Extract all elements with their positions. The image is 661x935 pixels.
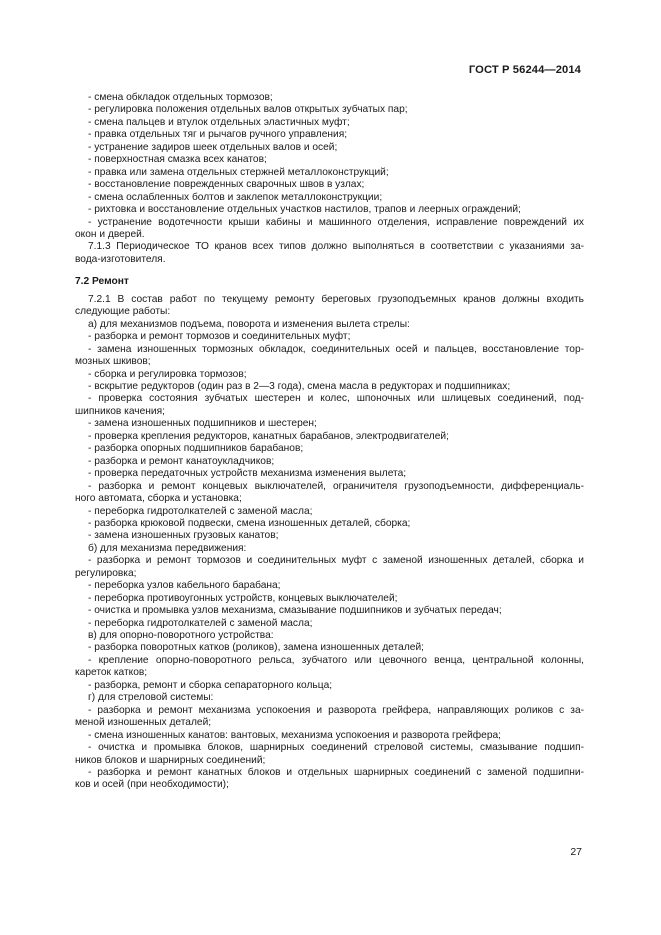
text-line: мозных шкивов; xyxy=(75,356,151,368)
text-line: - разборка, ремонт и сборка сепараторного кольца; xyxy=(88,679,333,691)
document-standard-id: ГОСТ Р 56244—2014 xyxy=(468,64,581,76)
text-line: - разборка и ремонт концевых выключателей, ограничителя грузоподъемности, дифференциаль- xyxy=(88,480,584,492)
repair-list xyxy=(75,294,584,792)
text-line: кареток катков; xyxy=(75,667,148,679)
text-line: - крепление опорно-поворотного рельса, зубчатого или цевочного венца, центральной колонны, xyxy=(88,654,584,666)
text-line: - разборка и ремонт тормозов и соединительных муфт с заменой изношенных деталей, сборка и xyxy=(88,555,584,567)
text-line: ного автомата, сборка и установка; xyxy=(75,493,242,505)
text-line: - разборка поворотных катков (роликов), замена изношенных деталей; xyxy=(88,642,424,654)
maintenance-list xyxy=(75,92,584,266)
document-body xyxy=(75,92,584,792)
text-line: - смена ослабленных болтов и заклепок металлоконструкции; xyxy=(88,191,383,203)
text-line: - проверка состояния зубчатых шестерен и колес, шпоночных или шлицевых соединений, под- xyxy=(88,393,584,405)
text-line: - переборка гидротолкателей с заменой масла; xyxy=(88,617,313,629)
text-line: а) для механизмов подъема, поворота и изменения вылета стрелы: xyxy=(88,318,410,330)
text-line: - разборка и ремонт тормозов и соединительных муфт; xyxy=(88,331,351,343)
text-line: - разборка и ремонт канатных блоков и отдельных шарнирных соединений с заменой подшипни- xyxy=(88,767,584,779)
section-heading: 7.2 Ремонт xyxy=(75,276,129,288)
text-line: - замена изношенных подшипников и шестерен; xyxy=(88,418,317,430)
text-line: 7.2.1 В состав работ по текущему ремонту береговых грузоподъемных кранов должны входить xyxy=(88,293,584,305)
text-line: в) для опорно-поворотного устройства: xyxy=(88,630,274,642)
text-line: - замена изношенных тормозных обкладок, соединительных осей и пальцев, восстановление тор- xyxy=(88,343,584,355)
text-line: - разборка опорных подшипников барабанов; xyxy=(88,443,304,455)
text-line: - устранение водотечности крыши кабины и машинного отделения, исправление повреждений их xyxy=(88,216,584,228)
text-line: - очистка и промывка узлов механизма, смазывание подшипников и зубчатых передач; xyxy=(88,605,502,617)
text-line: - сборка и регулировка тормозов; xyxy=(88,368,247,380)
text-line: вода-изготовителя. xyxy=(75,253,166,265)
text-line: - регулировка положения отдельных валов открытых зубчатых пар; xyxy=(88,104,408,116)
text-line: 7.1.3 Периодическое ТО кранов всех типов должно выполняться в соответствии с указаниями за- xyxy=(88,241,584,253)
text-line: - смена пальцев и втулок отдельных эластичных муфт; xyxy=(88,116,350,128)
text-line: б) для механизма передвижения: xyxy=(88,542,247,554)
text-line: шипников качения; xyxy=(75,405,165,417)
section-spacer xyxy=(75,266,584,276)
text-line: - смена изношенных канатов: вантовых, механизма успокоения и разворота грейфера; xyxy=(88,729,501,741)
text-line: - переборка узлов кабельного барабана; xyxy=(88,580,281,592)
text-line: окон и дверей. xyxy=(75,228,145,240)
text-line: - разборка и ремонт канатоукладчиков; xyxy=(88,455,275,467)
text-line: - очистка и промывка блоков, шарнирных соединений стреловой системы, смазывание подшип- xyxy=(88,742,584,754)
text-line: - восстановление поврежденных сварочных швов в узлах; xyxy=(88,179,365,191)
text-line: ков и осей (при необходимости); xyxy=(75,779,229,791)
text-line: - рихтовка и восстановление отдельных участков настилов, трапов и леерных ограждений; xyxy=(88,204,521,216)
text-line: - переборка противоугонных устройств, концевых выключателей; xyxy=(88,592,398,604)
text-line: следующие работы: xyxy=(75,306,171,318)
page-number: 27 xyxy=(570,846,582,858)
text-line: меной изношенных деталей; xyxy=(75,717,212,729)
text-line: - проверка крепления редукторов, канатных барабанов, электродвигателей; xyxy=(88,430,449,442)
text-line: - замена изношенных грузовых канатов; xyxy=(88,530,279,542)
text-line: - правка или замена отдельных стержней металлоконструкций; xyxy=(88,166,389,178)
text-line: - смена обкладок отдельных тормозов; xyxy=(88,92,273,103)
text-line: - разборка крюковой подвески, смена изношенных деталей, сборка; xyxy=(88,517,411,529)
text-line: ников блоков и шарнирных соединений; xyxy=(75,754,266,766)
text-line: регулировка; xyxy=(75,567,137,579)
text-line: - вскрытие редукторов (один раз в 2—3 года), смена масла в редукторах и подшипниках; xyxy=(88,380,511,392)
text-line: - правка отдельных тяг и рычагов ручного управления; xyxy=(88,129,348,141)
text-line: - проверка передаточных устройств механизма изменения вылета; xyxy=(88,468,407,480)
text-line: - разборка и ремонт механизма успокоения и разворота грейфера, направляющих роликов с за- xyxy=(88,704,584,716)
text-line: г) для стреловой системы: xyxy=(88,692,214,704)
text-line: - устранение задиров шеек отдельных валов и осей; xyxy=(88,141,338,153)
text-line: - переборка гидротолкателей с заменой масла; xyxy=(88,505,313,517)
text-line: - поверхностная смазка всех канатов; xyxy=(88,154,267,166)
